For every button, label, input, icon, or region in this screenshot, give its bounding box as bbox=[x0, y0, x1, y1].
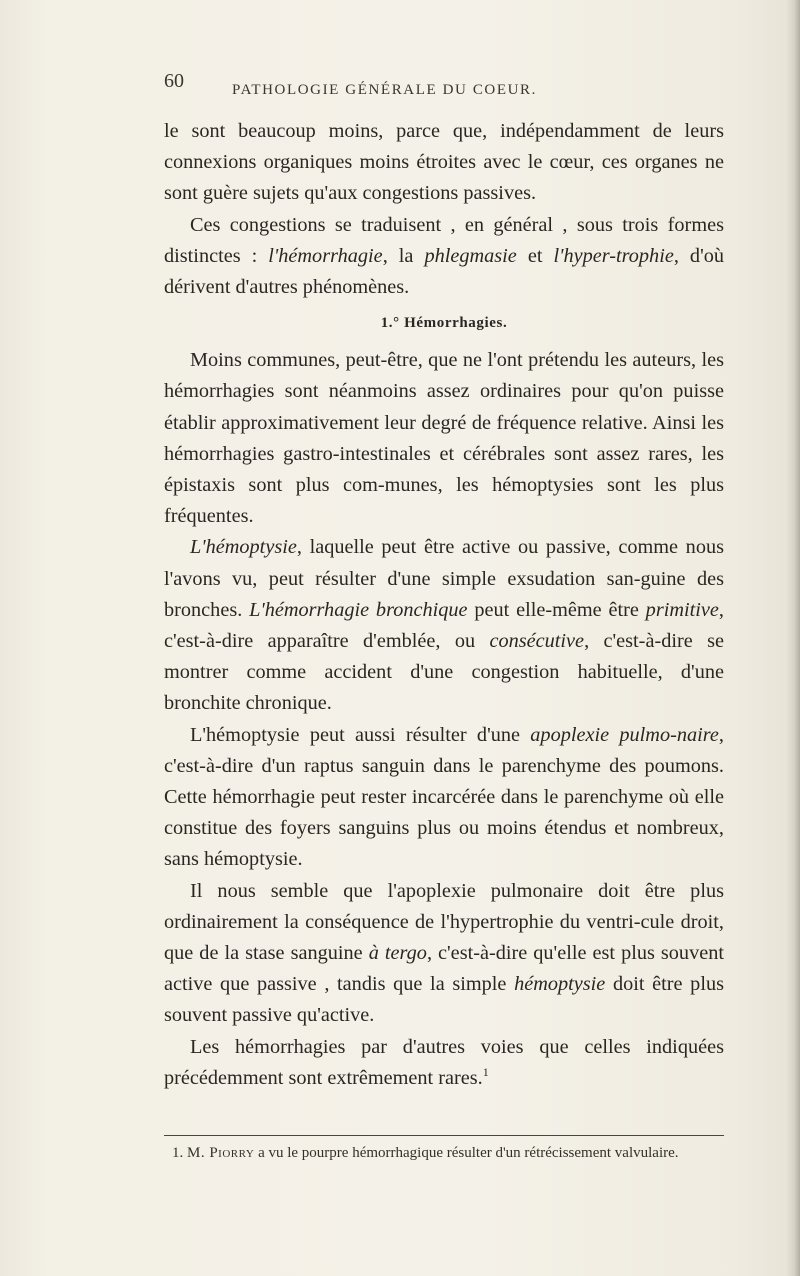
text-run: et bbox=[516, 244, 554, 267]
paragraph-5 bbox=[164, 720, 724, 876]
text-run: , c'est-à-dire se montrer comme accident d'une congestion habituelle, d'une bronchite chronique. bbox=[164, 630, 724, 715]
page-number: 60 bbox=[164, 70, 184, 92]
running-header: PATHOLOGIE GÉNÉRALE DU COEUR. bbox=[232, 82, 538, 98]
text-run: L'hémoptysie peut aussi résulter d'une bbox=[190, 723, 531, 746]
section-heading: 1.° Hémorrhagies. bbox=[380, 315, 508, 332]
text-run: Il nous semble que l'apoplexie pulmonaire doit être plus ordinairement la conséquence de l'hypertrophie du ventri-cule droit, que de la stase sanguine bbox=[164, 879, 724, 965]
footnote-number: 1. bbox=[172, 1145, 184, 1161]
paragraph-4 bbox=[164, 532, 724, 719]
page-edge-shadow bbox=[786, 0, 800, 1276]
text-run: Les hémorrhagies par d'autres voies que celles indiquées précédemment sont extrêmement rares. bbox=[164, 1035, 724, 1089]
italic-term: L'hémorrhagie bronchique bbox=[249, 598, 468, 621]
italic-term: phlegmasie bbox=[424, 244, 517, 267]
body-text bbox=[164, 116, 724, 1094]
italic-term: l'hyper-trophie bbox=[553, 244, 674, 267]
footnote-author: M. Piorry bbox=[187, 1145, 255, 1161]
footnote bbox=[164, 1142, 724, 1164]
text-run: , c'est-à-dire qu'elle est plus souvent active que passive , tandis que la simple bbox=[164, 942, 724, 996]
paragraph-6 bbox=[164, 876, 724, 1032]
italic-term: L'hémoptysie bbox=[190, 536, 297, 559]
italic-term: à tergo bbox=[368, 942, 427, 965]
paragraph-2 bbox=[164, 210, 724, 304]
text-run: le sont beaucoup moins, parce que, indépendamment de leurs connexions organiques moins étroites avec le cœur, ces organes ne sont guère sujets qu'aux congestions passives. bbox=[164, 120, 724, 205]
footnote-marker: 1 bbox=[482, 1065, 489, 1080]
paragraph-7 bbox=[164, 1032, 724, 1094]
text-run: , laquelle peut être active ou passive, comme nous l'avons vu, peut résulter d'une simple exsudation san-guine des bronches. bbox=[164, 536, 724, 621]
footnote-divider bbox=[164, 1135, 724, 1136]
paragraph-3 bbox=[164, 345, 724, 532]
text-run: , c'est-à-dire d'un raptus sanguin dans le parenchyme des poumons. Cette hémorrhagie peut rester incarcérée dans le parenchyme où elle constitue des foyers sanguins plus ou moins étendus et nombreux, sans hémoptysie. bbox=[164, 723, 724, 871]
footnote-text: a vu le pourpre hémorrhagique résulter d'un rétrécissement valvulaire. bbox=[254, 1145, 679, 1161]
text-run: Ces congestions se traduisent , en général , sous trois formes distinctes : bbox=[164, 213, 724, 267]
italic-term: apoplexie pulmo-naire bbox=[530, 723, 719, 746]
text-run: peut elle-même être bbox=[467, 598, 646, 621]
text-run: , d'où dérivent d'autres phénomènes. bbox=[164, 244, 725, 299]
paragraph-1 bbox=[164, 116, 724, 210]
text-run: , la bbox=[382, 244, 425, 267]
text-run: doit être plus souvent passive qu'active. bbox=[164, 973, 724, 1027]
text-run: , c'est-à-dire apparaître d'emblée, ou bbox=[164, 598, 724, 653]
text-run: Moins communes, peut-être, que ne l'ont prétendu les auteurs, les hémorrhagies sont néanmoins assez ordinaires pour qu'on puisse établir approximativement leur degré de fréquence relative. Ainsi les hémorrhagies gastro-intestinales et cérébrales sont assez rares, les épistaxis sont plus com-munes, les hémoptysies sont les plus fréquentes. bbox=[164, 349, 724, 528]
italic-term: l'hémorrhagie bbox=[268, 244, 383, 267]
italic-term: hémoptysie bbox=[514, 973, 606, 996]
italic-term: consécutive bbox=[489, 630, 585, 653]
italic-term: primitive bbox=[645, 598, 719, 621]
